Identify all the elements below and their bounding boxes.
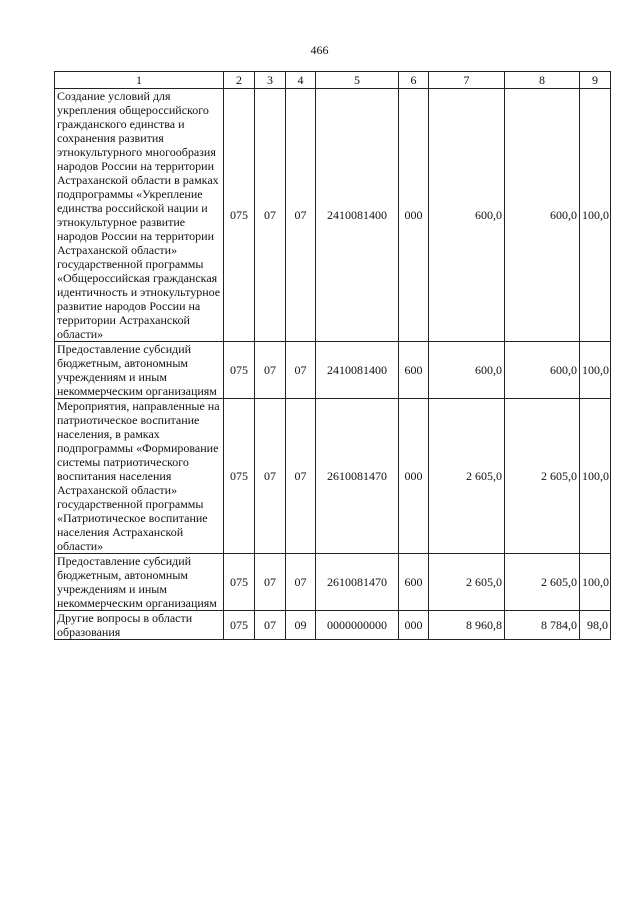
- actual-amount-cell: 600,0: [505, 342, 580, 399]
- column-header: 9: [580, 72, 611, 89]
- row-description: Предоставление субсидий бюджетным, автономным учреждениям и иным некоммерческим организациям: [55, 342, 224, 399]
- expense-type-cell: 000: [399, 89, 429, 342]
- percent-cell: 98,0: [580, 611, 611, 640]
- actual-amount-cell: 2 605,0: [505, 399, 580, 554]
- section-code-cell: 07: [255, 554, 286, 611]
- table-row: [55, 611, 611, 640]
- column-header: 5: [316, 72, 399, 89]
- actual-amount-cell: 2 605,0: [505, 554, 580, 611]
- expense-type-cell: 000: [399, 611, 429, 640]
- percent-cell: 100,0: [580, 89, 611, 342]
- ministry-code-cell: 075: [224, 342, 255, 399]
- percent-cell: 100,0: [580, 399, 611, 554]
- ministry-code-cell: 075: [224, 554, 255, 611]
- table-row: [55, 342, 611, 399]
- section-code-cell: 07: [255, 399, 286, 554]
- row-description: Предоставление субсидий бюджетным, автономным учреждениям и иным некоммерческим организациям: [55, 554, 224, 611]
- column-header: 7: [429, 72, 505, 89]
- section-code-cell: 07: [255, 611, 286, 640]
- ministry-code-cell: 075: [224, 399, 255, 554]
- target-article-cell: 2410081400: [316, 342, 399, 399]
- plan-amount-cell: 600,0: [429, 342, 505, 399]
- ministry-code-cell: 075: [224, 611, 255, 640]
- row-description: Другие вопросы в области образования: [55, 611, 224, 640]
- column-header: 8: [505, 72, 580, 89]
- target-article-cell: 2410081400: [316, 89, 399, 342]
- column-header: 6: [399, 72, 429, 89]
- subsection-code-cell: 07: [286, 89, 316, 342]
- table-row: [55, 554, 611, 611]
- plan-amount-cell: 2 605,0: [429, 399, 505, 554]
- subsection-code-cell: 09: [286, 611, 316, 640]
- target-article-cell: 2610081470: [316, 399, 399, 554]
- percent-cell: 100,0: [580, 554, 611, 611]
- plan-amount-cell: 2 605,0: [429, 554, 505, 611]
- subsection-code-cell: 07: [286, 342, 316, 399]
- target-article-cell: 2610081470: [316, 554, 399, 611]
- expense-type-cell: 600: [399, 342, 429, 399]
- plan-amount-cell: 600,0: [429, 89, 505, 342]
- column-header: 4: [286, 72, 316, 89]
- plan-amount-cell: 8 960,8: [429, 611, 505, 640]
- subsection-code-cell: 07: [286, 399, 316, 554]
- row-description: Создание условий для укрепления общероссийского гражданского единства и сохранения развития этнокультурного многообразия народов России на территории Астраханской области в рамках подпрограммы «Укрепление единства российской нации и этнокультурное развитие народов России на территории Астраханской области» государственной программы «Общероссийская гражданская идентичность и этнокультурное развитие народов России на территории Астраханской области»: [55, 89, 224, 342]
- expense-type-cell: 000: [399, 399, 429, 554]
- table-header-row: [55, 72, 611, 89]
- column-header: 2: [224, 72, 255, 89]
- column-header: 3: [255, 72, 286, 89]
- target-article-cell: 0000000000: [316, 611, 399, 640]
- ministry-code-cell: 075: [224, 89, 255, 342]
- actual-amount-cell: 600,0: [505, 89, 580, 342]
- percent-cell: 100,0: [580, 342, 611, 399]
- actual-amount-cell: 8 784,0: [505, 611, 580, 640]
- table-row: [55, 399, 611, 554]
- subsection-code-cell: 07: [286, 554, 316, 611]
- budget-table: [54, 71, 611, 640]
- table-row: [55, 89, 611, 342]
- row-description: Мероприятия, направленные на патриотическое воспитание населения, в рамках подпрограммы «Формирование системы патриотического воспитания населения Астраханской области» государственной программы «Патриотическое воспитание населения Астраханской области»: [55, 399, 224, 554]
- column-header: 1: [55, 72, 224, 89]
- section-code-cell: 07: [255, 89, 286, 342]
- expense-type-cell: 600: [399, 554, 429, 611]
- section-code-cell: 07: [255, 342, 286, 399]
- page-number: 466: [310, 43, 329, 57]
